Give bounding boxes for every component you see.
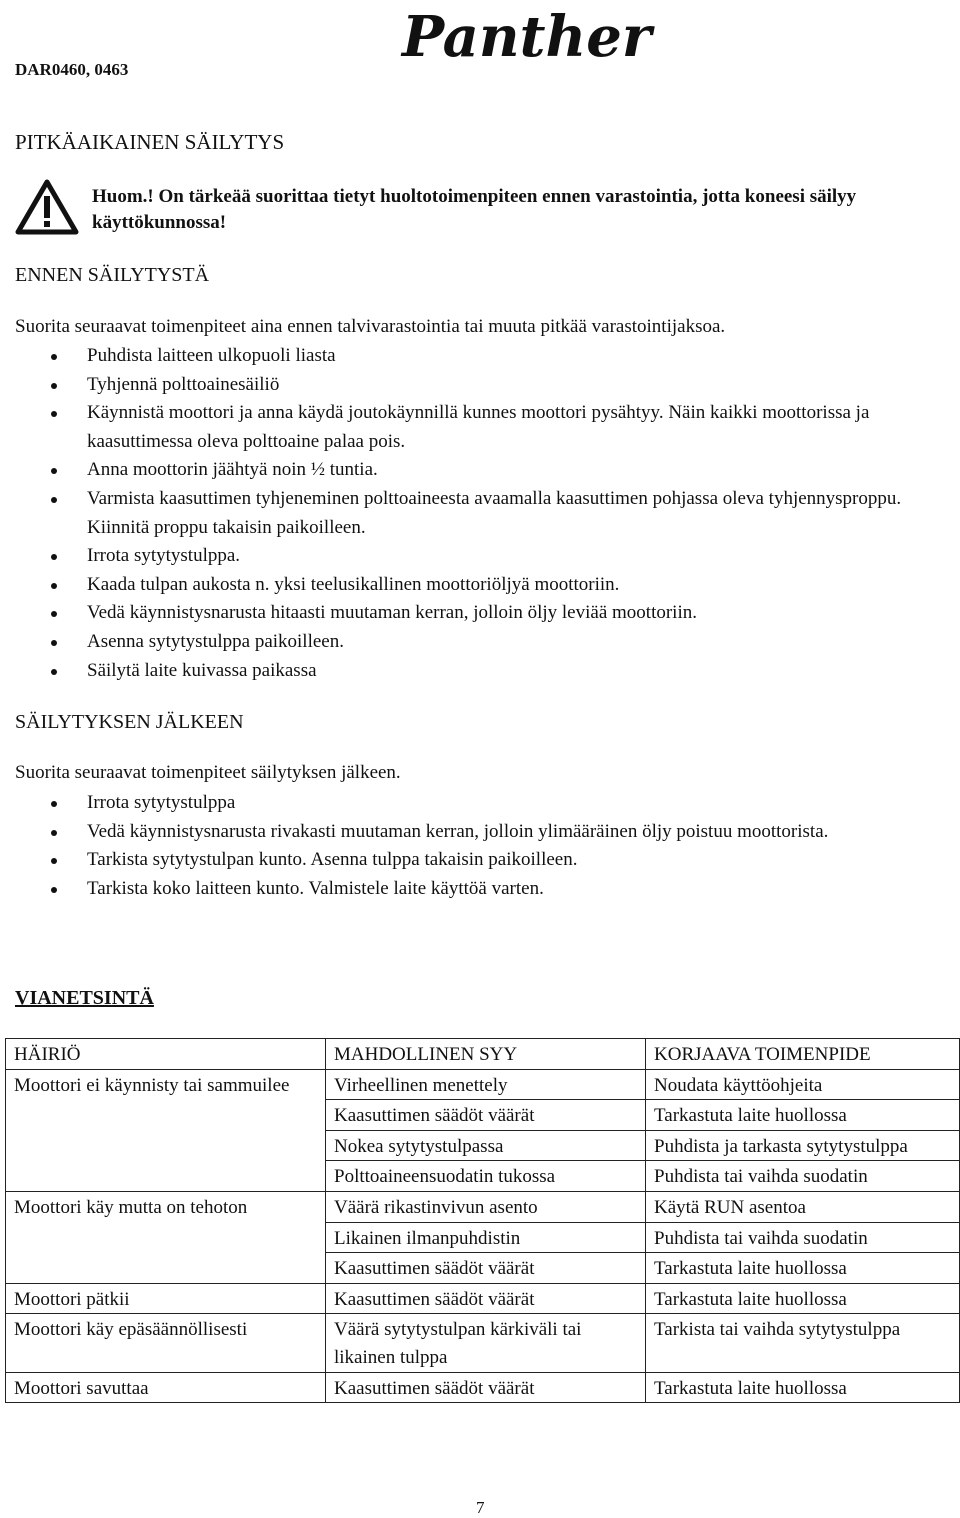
list-item-text: Puhdista laitteen ulkopuoli liasta	[87, 345, 336, 366]
table-cell: Likainen ilmanpuhdistin	[326, 1222, 646, 1253]
table-cell: Väärä sytytystulpan kärkiväli tai likainen tulppa	[326, 1314, 646, 1372]
bullet-icon	[51, 497, 57, 503]
bullet-icon	[51, 354, 57, 360]
list-item-text: Vedä käynnistysnarusta hitaasti muutaman kerran, jolloin öljy leviää moottoriin.	[87, 602, 697, 624]
list-item-text: Tyhjennä polttoainesäiliö	[87, 373, 280, 395]
troubleshooting-title: VIANETSINTÄ	[15, 987, 154, 1009]
table-row	[6, 1100, 960, 1131]
table-cell: Moottori ei käynnisty tai sammuilee	[6, 1069, 326, 1100]
table-cell: Tarkastuta laite huollossa	[646, 1253, 960, 1284]
table-cell: Tarkastuta laite huollossa	[646, 1100, 960, 1131]
list-item	[0, 599, 940, 628]
list-item-text: Irrota sytytystulppa.	[87, 545, 241, 567]
list-item	[0, 371, 940, 400]
list-item-text: Asenna sytytystulppa paikoilleen.	[87, 630, 344, 652]
panther-logo	[400, 0, 652, 73]
list-item	[0, 571, 940, 600]
list-item	[0, 818, 940, 847]
table-cell: Moottori käy mutta on tehoton	[6, 1191, 326, 1222]
list-item-text: Käynnistä moottori ja anna käydä joutokäynnillä kunnes moottori pysähtyy. Näin kaikki moottorissa ja kaasuttimessa oleva polttoaine palaa pois.	[87, 402, 870, 452]
table-cell: Kaasuttimen säädöt väärät	[326, 1253, 646, 1284]
bullet-icon	[51, 801, 57, 807]
troubleshooting-table	[5, 1038, 960, 1403]
after-storage-intro: Suorita seuraavat toimenpiteet säilytyksen jälkeen.	[15, 762, 401, 783]
list-item-text: Tarkista koko laitteen kunto. Valmistele laite käyttöä varten.	[87, 877, 544, 899]
list-item	[0, 399, 940, 456]
table-cell: Puhdista tai vaihda suodatin	[646, 1161, 960, 1192]
table-row	[6, 1372, 960, 1403]
list-item-text: Anna moottorin jäähtyä noin ½ tuntia.	[87, 459, 378, 481]
bullet-icon	[51, 411, 57, 417]
after-storage-list	[0, 789, 940, 903]
table-row	[6, 1283, 960, 1314]
table-cell: Kaasuttimen säädöt väärät	[326, 1372, 646, 1403]
bullet-icon	[51, 554, 57, 560]
after-storage-title: SÄILYTYKSEN JÄLKEEN	[15, 711, 244, 733]
bullet-icon	[51, 611, 57, 617]
table-cell: Moottori käy epäsäännöllisesti	[6, 1314, 326, 1372]
table-row	[6, 1191, 960, 1222]
bullet-icon	[51, 640, 57, 646]
table-header-cell: KORJAAVA TOIMENPIDE	[646, 1039, 960, 1070]
before-storage-intro: Suorita seuraavat toimenpiteet aina ennen talvivarastointia tai muuta pitkää varastointijaksoa.	[15, 316, 726, 337]
bullet-icon	[51, 583, 57, 589]
table-cell	[6, 1100, 326, 1131]
table-cell: Noudata käyttöohjeita	[646, 1069, 960, 1100]
table-row	[6, 1161, 960, 1192]
section-title-storage: PITKÄAIKAINEN SÄILYTYS	[15, 130, 285, 154]
list-item-text: Tarkista sytytystulpan kunto. Asenna tulppa takaisin paikoilleen.	[87, 849, 578, 871]
table-cell: Tarkastuta laite huollossa	[646, 1372, 960, 1403]
table-cell: Kaasuttimen säädöt väärät	[326, 1283, 646, 1314]
list-item-text: Irrota sytytystulppa	[87, 792, 236, 813]
table-row	[6, 1253, 960, 1284]
table-cell: Väärä rikastinvivun asento	[326, 1191, 646, 1222]
table-cell: Polttoaineensuodatin tukossa	[326, 1161, 646, 1192]
warning-triangle-icon	[14, 178, 80, 241]
table-header-cell: HÄIRIÖ	[6, 1039, 326, 1070]
list-item-text: Varmista kaasuttimen tyhjeneminen polttoaineesta avaamalla kaasuttimen pohjassa oleva tyhjennysproppu. Kiinnitä proppu takaisin paikoilleen.	[87, 487, 902, 538]
table-row	[6, 1222, 960, 1253]
bullet-icon	[51, 383, 57, 389]
document-code: DAR0460, 0463	[15, 60, 129, 79]
table-cell	[6, 1161, 326, 1192]
list-item	[0, 342, 940, 371]
table-cell: Moottori pätkii	[6, 1283, 326, 1314]
list-item	[0, 657, 940, 686]
list-item	[0, 789, 940, 818]
list-item-text: Säilytä laite kuivassa paikassa	[87, 659, 317, 681]
bullet-icon	[51, 669, 57, 675]
before-storage-list	[0, 342, 940, 685]
list-item-text: Vedä käynnistysnarusta rivakasti muutaman kerran, jolloin ylimääräinen öljy poistuu moottorista.	[87, 820, 829, 842]
table-cell: Moottori savuttaa	[6, 1372, 326, 1403]
table-row	[6, 1314, 960, 1372]
table-cell: Kaasuttimen säädöt väärät	[326, 1100, 646, 1131]
table-cell: Puhdista ja tarkasta sytytystulppa	[646, 1130, 960, 1161]
brand-wordmark: Panther	[402, 4, 652, 70]
table-cell: Tarkista tai vaihda sytytystulppa	[646, 1314, 960, 1372]
table-cell: Tarkastuta laite huollossa	[646, 1283, 960, 1314]
table-cell: Käytä RUN asentoa	[646, 1191, 960, 1222]
page-number: 7	[476, 1498, 485, 1517]
list-item	[0, 846, 940, 875]
table-cell: Nokea sytytystulpassa	[326, 1130, 646, 1161]
table-cell	[6, 1253, 326, 1284]
table-row	[6, 1069, 960, 1100]
bullet-icon	[51, 468, 57, 474]
list-item	[0, 542, 940, 571]
table-cell: Puhdista tai vaihda suodatin	[646, 1222, 960, 1253]
list-item	[0, 628, 940, 657]
table-cell	[6, 1222, 326, 1253]
bullet-icon	[51, 887, 57, 893]
bullet-icon	[51, 858, 57, 864]
warning-text: Huom.! On tärkeää suorittaa tietyt huoltotoimenpiteen ennen varastointia, jotta koneesi säilyy käyttökunnossa!	[92, 186, 857, 233]
list-item	[0, 485, 940, 542]
list-item	[0, 875, 940, 904]
list-item-text: Kaada tulpan aukosta n. yksi teelusikallinen moottoriöljyä moottoriin.	[87, 573, 620, 595]
before-storage-title: ENNEN SÄILYTYSTÄ	[15, 264, 210, 286]
table-header-cell: MAHDOLLINEN SYY	[326, 1039, 646, 1070]
table-cell: Virheellinen menettely	[326, 1069, 646, 1100]
table-header-row	[6, 1039, 960, 1070]
table-row	[6, 1130, 960, 1161]
list-item	[0, 456, 940, 485]
table-cell	[6, 1130, 326, 1161]
bullet-icon	[51, 830, 57, 836]
